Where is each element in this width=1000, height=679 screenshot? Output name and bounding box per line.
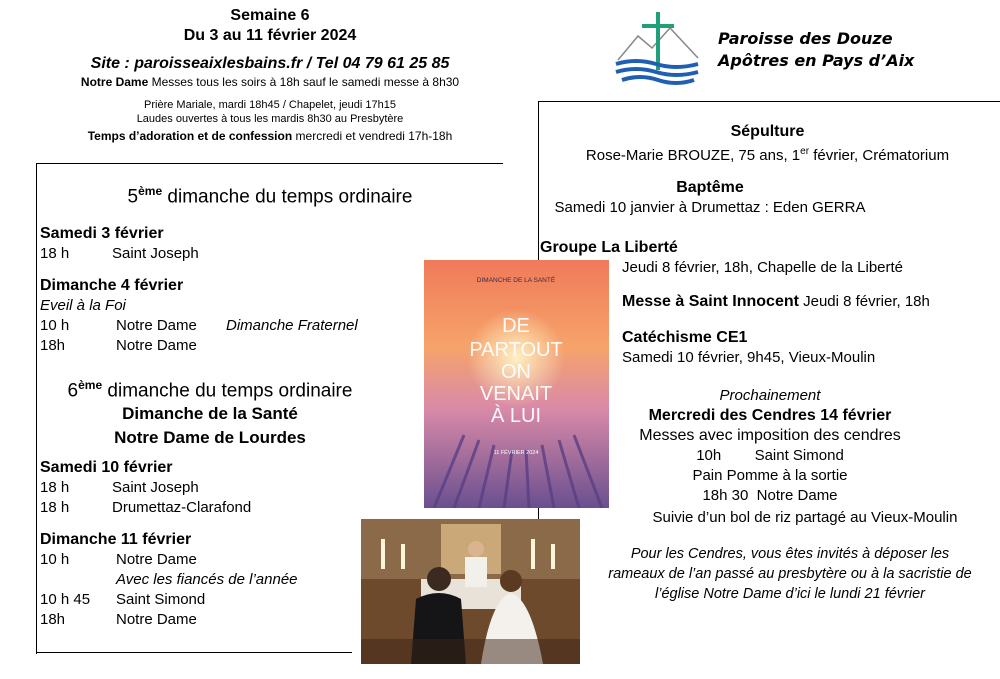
catechisme-block xyxy=(622,328,992,368)
liberte-text: Jeudi 8 février, 18h, Chapelle de la Liberté xyxy=(622,259,904,276)
bapteme-heading: Baptême xyxy=(676,179,744,196)
week-title: Semaine 6 xyxy=(230,7,310,24)
innocent-block: Messe à Saint Innocent Jeudi 8 février, 18h xyxy=(622,293,930,310)
poster-line: À LUI xyxy=(490,405,542,427)
schedule-row: 10 h Notre Dame Dimanche Fraternel xyxy=(40,317,358,335)
notre-dame-masses: Notre Dame Messes tous les soirs à 18h sauf le samedi messe à 8h30 xyxy=(80,75,460,89)
cendres-line: 18h 30 Notre Dame xyxy=(702,487,838,504)
sante-poster-image xyxy=(424,260,609,508)
catechisme-text: Samedi 10 février, 9h45, Vieux-Moulin xyxy=(622,349,876,366)
schedule-row: Avec les fiancés de l’année xyxy=(116,571,298,588)
schedule-row: 18h Notre Dame xyxy=(40,337,197,355)
day-sun-4: Dimanche 4 février xyxy=(40,277,184,295)
adoration: Temps d’adoration et de confession mercredi et vendredi 17h-18h xyxy=(87,129,453,143)
cendres-line: Pain Pomme à la sortie xyxy=(692,467,848,484)
schedule-row: 18h Notre Dame xyxy=(40,611,197,628)
sepulture-block xyxy=(540,122,995,166)
week-dates: Du 3 au 11 février 2024 xyxy=(183,27,357,44)
bapteme-text: Samedi 10 janvier à Drumettaz : Eden GERRA xyxy=(554,199,866,216)
parish-logo-icon xyxy=(612,8,702,88)
schedule-row: 18 h Saint Joseph xyxy=(40,479,199,496)
parish-name: Paroisse des Douze Apôtres en Pays d’Aix xyxy=(718,29,915,70)
schedule-row: 10 h Notre Dame xyxy=(40,551,197,568)
cendres-subtitle: Messes avec imposition des cendres xyxy=(639,427,901,444)
divider xyxy=(36,652,352,653)
rameaux-note: Pour les Cendres, vous êtes invités à déposer les rameaux de l’an passé au presbytère ou à la sacristie de l’église Notre Dame d’ici le lundi 21 février xyxy=(608,546,972,602)
poster-line: VENAIT xyxy=(479,383,553,405)
priere-mariale: Prière Mariale, mardi 18h45 / Chapelet, jeudi 17h15 xyxy=(144,99,396,111)
cendres-heading: Mercredi des Cendres 14 février xyxy=(648,407,892,424)
cendres-block xyxy=(610,386,930,506)
poster-line: PARTOUT xyxy=(469,339,563,361)
poster-date: 11 FÉVRIER 2024 xyxy=(493,450,539,456)
prochainement: Prochainement xyxy=(719,387,821,404)
sunday-6-subtitle2: Notre Dame de Lourdes xyxy=(114,428,306,448)
schedule-row: 10 h 45 Saint Simond xyxy=(40,591,206,608)
sepulture-text: Rose-Marie BROUZE, 75 ans, 1er février, Crématorium xyxy=(585,146,950,164)
sunday-6-block xyxy=(40,374,380,450)
cendres-line: 10h Saint Simond xyxy=(696,447,844,464)
wedding-photo-image xyxy=(361,519,580,664)
sunday-6-title: 6ème dimanche du temps ordinaire xyxy=(67,378,353,402)
liberte-heading: Groupe La Liberté xyxy=(540,239,678,256)
schedule-row: 18 h Drumettaz-Clarafond xyxy=(40,499,252,516)
poster-top: DIMANCHE DE LA SANTÉ xyxy=(476,277,556,284)
poster-line: DE xyxy=(502,315,530,337)
sunday-6-subtitle: Dimanche de la Santé xyxy=(122,404,298,424)
site-and-phone: Site : paroisseaixlesbains.fr / Tel 04 79 61 25 85 xyxy=(90,55,450,72)
day-sat-3: Samedi 3 février xyxy=(40,225,164,243)
bapteme-block xyxy=(540,178,880,218)
second-week-schedule xyxy=(40,458,370,630)
laudes: Laudes ouvertes à tous les mardis 8h30 au Presbytère xyxy=(136,113,404,125)
poster-line: ON xyxy=(501,361,531,383)
day-sun-11: Dimanche 11 février xyxy=(40,531,192,548)
sunday-5-title: 5ème dimanche du temps ordinaire xyxy=(127,184,413,208)
cendres-line: Suivie d’un bol de riz partagé au Vieux-Moulin xyxy=(652,509,958,526)
bulletin-header xyxy=(0,6,540,144)
day-sat-10: Samedi 10 février xyxy=(40,459,173,476)
schedule-row: 18 h Saint Joseph xyxy=(40,245,199,263)
eveil-note: Eveil à la Foi xyxy=(40,297,126,315)
sepulture-heading: Sépulture xyxy=(730,123,805,140)
catechisme-heading: Catéchisme CE1 xyxy=(622,329,748,346)
